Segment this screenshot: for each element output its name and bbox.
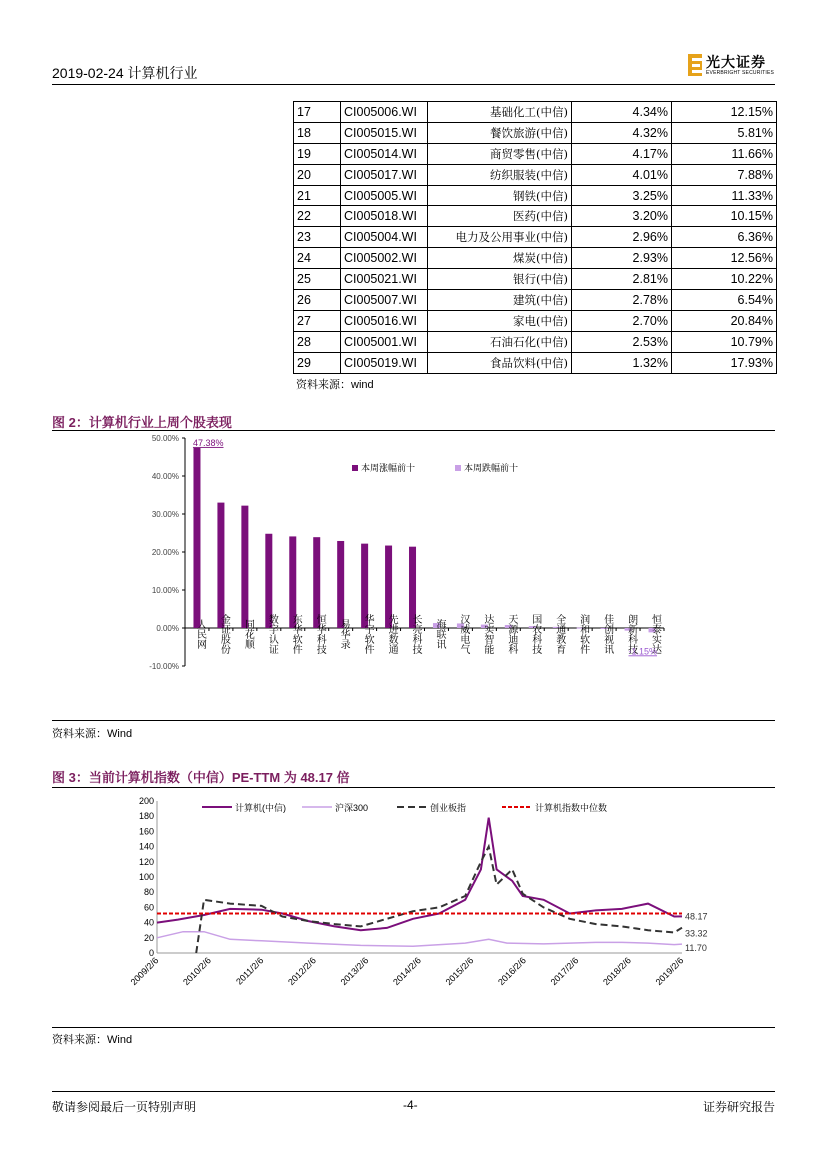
table-source: 资料来源：wind: [296, 379, 374, 391]
bar: [241, 506, 248, 628]
ytd-change-cell: 5.81%: [672, 122, 777, 143]
legend-label: 沪深300: [335, 803, 369, 813]
industry-cell: 钢铁(中信): [428, 185, 572, 206]
legend-label: 本周跌幅前十: [464, 463, 519, 473]
ytd-change-cell: 17.93%: [672, 352, 777, 373]
ytd-change-cell: 10.22%: [672, 269, 777, 290]
ytd-change-cell: 20.84%: [672, 310, 777, 331]
figure-3-title: 图 3：当前计算机指数（中信）PE-TTM 为 48.17 倍: [52, 770, 350, 785]
x-tick-label: 2015/2/6: [443, 955, 476, 988]
series-line: [196, 847, 682, 953]
weekly-change-cell: 2.53%: [572, 331, 672, 352]
category-label: 佳创视讯: [601, 614, 613, 654]
end-value-label: 11.70: [685, 943, 707, 954]
category-label: 先进数通: [386, 614, 398, 654]
data-label: -1.15%: [628, 646, 658, 657]
bar-chart: [52, 432, 775, 717]
category-label: 恒华科技: [314, 614, 326, 654]
table-row: [294, 290, 777, 311]
category-label: 天源迪科: [505, 614, 517, 654]
category-label: 全通教育: [553, 614, 565, 654]
header-rule: [52, 84, 775, 85]
category-label: 朗新科技: [625, 614, 637, 654]
weekly-change-cell: 1.32%: [572, 352, 672, 373]
ytd-change-cell: 12.56%: [672, 248, 777, 269]
table-row: [294, 227, 777, 248]
y-tick-label: 0: [148, 948, 154, 958]
ytd-change-cell: 7.88%: [672, 164, 777, 185]
weekly-change-cell: 3.20%: [572, 206, 672, 227]
category-label: 人民网: [194, 619, 206, 649]
category-label: 易华录: [338, 619, 350, 649]
bar: [193, 448, 200, 628]
weekly-change-cell: 4.01%: [572, 164, 672, 185]
table-row: [294, 143, 777, 164]
x-tick-label: 2019/2/6: [653, 955, 686, 988]
x-tick-label: 2010/2/6: [181, 955, 213, 988]
figure-3-source: 资料来源：Wind: [52, 1034, 133, 1046]
logo-subtext: EVERBRIGHT SECURITIES: [706, 70, 775, 76]
y-tick-label: 50.00%: [151, 434, 179, 443]
y-tick-label: 0.00%: [156, 624, 179, 633]
y-tick-label: 60: [143, 902, 154, 913]
table-row: [294, 102, 777, 123]
figure-2-source: 资料来源：Wind: [52, 728, 133, 740]
x-tick-label: 2017/2/6: [548, 955, 581, 988]
logo-mark-icon: [688, 54, 702, 76]
rank-cell: 20: [294, 164, 341, 185]
bar: [217, 503, 224, 628]
legend-label: 本周涨幅前十: [361, 463, 416, 473]
y-tick-label: 30.00%: [151, 510, 179, 519]
rank-cell: 18: [294, 122, 341, 143]
rank-cell: 26: [294, 290, 341, 311]
table-row: [294, 122, 777, 143]
industry-cell: 家电(中信): [428, 310, 572, 331]
code-cell: CI005006.WI: [341, 102, 428, 123]
x-tick-label: 2018/2/6: [601, 955, 633, 988]
ytd-change-cell: 10.15%: [672, 206, 777, 227]
code-cell: CI005001.WI: [341, 331, 428, 352]
legend-swatch: [455, 465, 461, 471]
data-label: 47.38%: [192, 437, 224, 448]
table-row: [294, 269, 777, 290]
rank-cell: 19: [294, 143, 341, 164]
y-tick-label: 20: [143, 932, 154, 943]
ytd-change-cell: 11.66%: [672, 143, 777, 164]
legend-label: 计算机(中信): [235, 803, 286, 813]
code-cell: CI005021.WI: [341, 269, 428, 290]
ytd-change-cell: 6.36%: [672, 227, 777, 248]
end-value-label: 48.17: [685, 911, 708, 922]
end-value-label: 33.32: [685, 928, 708, 939]
industry-cell: 食品饮料(中信): [428, 352, 572, 373]
figure-2-title: 图 2：计算机行业上周个股表现: [52, 415, 232, 430]
table-row: [294, 185, 777, 206]
weekly-change-cell: 4.34%: [572, 102, 672, 123]
weekly-change-cell: 3.25%: [572, 185, 672, 206]
code-cell: CI005014.WI: [341, 143, 428, 164]
code-cell: CI005017.WI: [341, 164, 428, 185]
x-tick-label: 2009/2/6: [128, 955, 161, 988]
category-label: 金证股份: [218, 614, 230, 654]
code-cell: CI005015.WI: [341, 122, 428, 143]
industry-cell: 电力及公用事业(中信): [428, 227, 572, 248]
x-tick-label: 2016/2/6: [496, 955, 528, 988]
code-cell: CI005018.WI: [341, 206, 428, 227]
category-label: 同花顺: [242, 619, 254, 649]
table-row: [294, 310, 777, 331]
y-tick-label: 120: [138, 856, 154, 867]
ytd-change-cell: 11.33%: [672, 185, 777, 206]
industry-cell: 煤炭(中信): [428, 248, 572, 269]
industry-cell: 基础化工(中信): [428, 102, 572, 123]
weekly-change-cell: 2.70%: [572, 310, 672, 331]
table-row: [294, 206, 777, 227]
y-tick-label: 40.00%: [151, 472, 179, 481]
x-tick-label: 2011/2/6: [234, 955, 266, 987]
table-row: [294, 248, 777, 269]
y-tick-label: 100: [138, 872, 154, 882]
rank-cell: 27: [294, 310, 341, 331]
weekly-change-cell: 4.32%: [572, 122, 672, 143]
rank-cell: 23: [294, 227, 341, 248]
table-row: [294, 164, 777, 185]
industry-cell: 建筑(中信): [428, 290, 572, 311]
industry-ranking-table: [293, 101, 777, 374]
y-tick-label: 20.00%: [151, 548, 179, 557]
figure-2-top-rule: [52, 430, 775, 431]
report-header: 2019-02-24 计算机行业: [52, 65, 198, 81]
rank-cell: 28: [294, 331, 341, 352]
x-tick-label: 2013/2/6: [338, 955, 371, 988]
rank-cell: 25: [294, 269, 341, 290]
industry-cell: 银行(中信): [428, 269, 572, 290]
category-label: 华宇软件: [362, 614, 374, 654]
rank-cell: 29: [294, 352, 341, 373]
legend-label: 创业板指: [430, 803, 467, 813]
category-label: 润和软件: [577, 614, 589, 654]
weekly-change-cell: 2.96%: [572, 227, 672, 248]
x-tick-label: 2014/2/6: [391, 955, 423, 988]
figure-3-top-rule: [52, 787, 775, 788]
code-cell: CI005016.WI: [341, 310, 428, 331]
bar: [337, 541, 344, 628]
category-label: 数字认证: [266, 614, 278, 654]
y-tick-label: 180: [138, 811, 154, 822]
weekly-change-cell: 2.81%: [572, 269, 672, 290]
ytd-change-cell: 10.79%: [672, 331, 777, 352]
legend-swatch: [352, 465, 358, 471]
figure-3-bottom-rule: [52, 1027, 775, 1028]
industry-cell: 商贸零售(中信): [428, 143, 572, 164]
category-label: 恒泰实达: [649, 614, 661, 654]
industry-cell: 石油石化(中信): [428, 331, 572, 352]
series-line: [157, 932, 682, 947]
line-chart: [52, 790, 775, 1025]
logo-text: 光大证券: [706, 55, 766, 71]
category-label: 海联讯: [433, 619, 445, 649]
industry-cell: 医药(中信): [428, 206, 572, 227]
industry-cell: 纺织服装(中信): [428, 164, 572, 185]
category-label: 东华软件: [290, 614, 302, 654]
ytd-change-cell: 12.15%: [672, 102, 777, 123]
everbright-logo: [688, 52, 778, 80]
rank-cell: 24: [294, 248, 341, 269]
footer-rule: [52, 1091, 775, 1092]
code-cell: CI005005.WI: [341, 185, 428, 206]
code-cell: CI005007.WI: [341, 290, 428, 311]
y-tick-label: 160: [138, 826, 154, 837]
category-label: 汉威电气: [457, 614, 469, 654]
code-cell: CI005019.WI: [341, 352, 428, 373]
rank-cell: 21: [294, 185, 341, 206]
footer-disclaimer: 敬请参阅最后一页特别声明: [52, 1100, 197, 1114]
y-tick-label: 80: [143, 887, 154, 898]
y-tick-label: -10.00%: [149, 662, 179, 671]
table-row: [294, 352, 777, 373]
figure-2-bottom-rule: [52, 720, 775, 721]
y-tick-label: 140: [138, 841, 154, 852]
ytd-change-cell: 6.54%: [672, 290, 777, 311]
weekly-change-cell: 4.17%: [572, 143, 672, 164]
category-label: 长亮科技: [410, 614, 422, 654]
table-row: [294, 331, 777, 352]
rank-cell: 22: [294, 206, 341, 227]
page-number: -4-: [403, 1098, 418, 1112]
code-cell: CI005004.WI: [341, 227, 428, 248]
legend-label: 计算机指数中位数: [535, 803, 608, 813]
y-tick-label: 200: [138, 796, 154, 806]
y-tick-label: 40: [143, 917, 154, 928]
y-tick-label: 10.00%: [151, 586, 179, 595]
x-tick-label: 2012/2/6: [286, 955, 318, 988]
weekly-change-cell: 2.78%: [572, 290, 672, 311]
code-cell: CI005002.WI: [341, 248, 428, 269]
category-label: 国农科技: [529, 614, 541, 654]
rank-cell: 17: [294, 102, 341, 123]
weekly-change-cell: 2.93%: [572, 248, 672, 269]
category-label: 达实智能: [481, 614, 493, 654]
industry-cell: 餐饮旅游(中信): [428, 122, 572, 143]
footer-report-type: 证券研究报告: [703, 1100, 776, 1114]
